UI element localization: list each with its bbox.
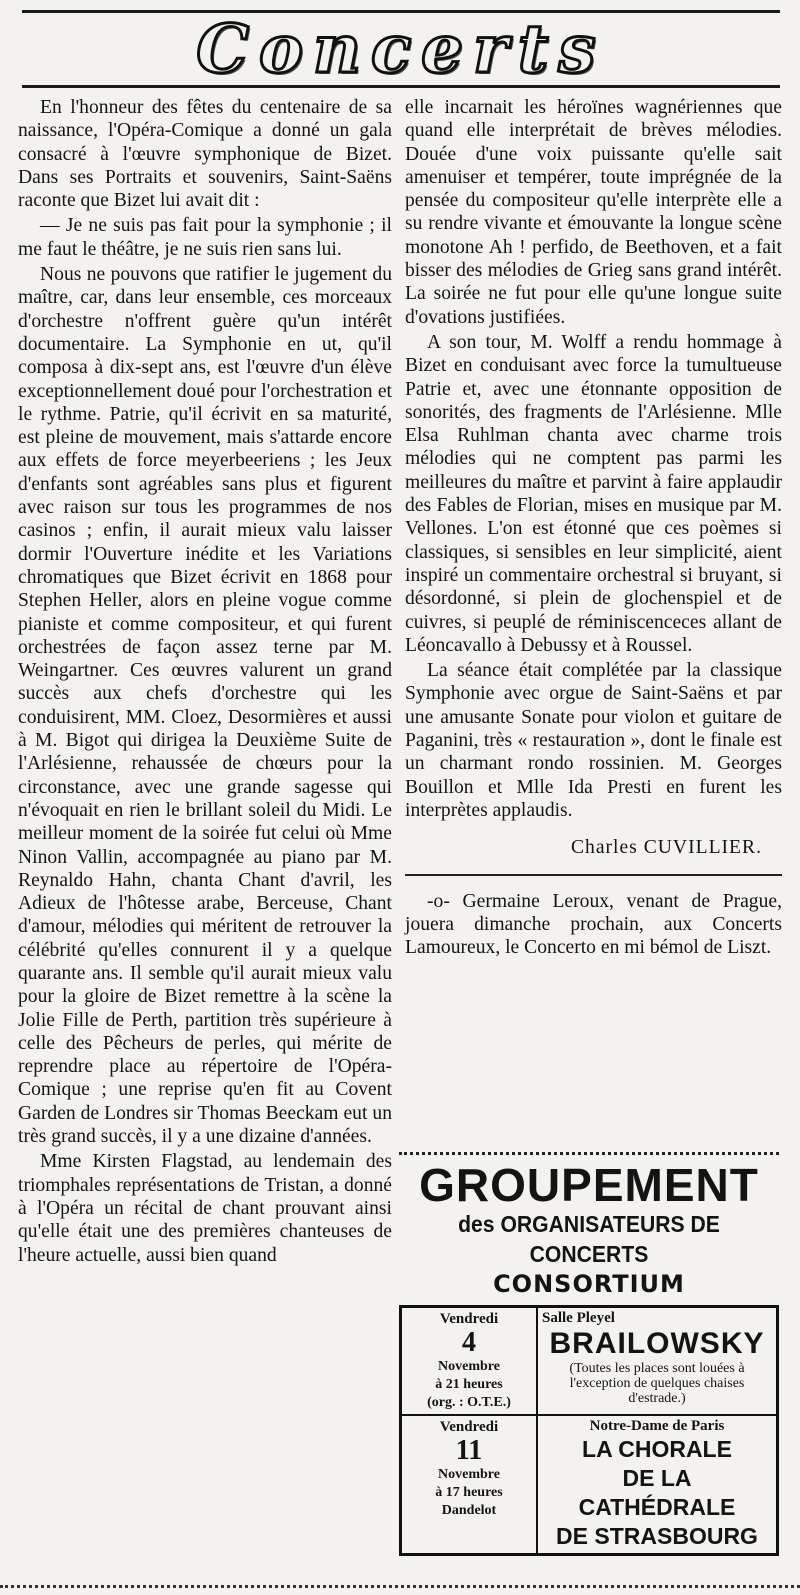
author-signature: Charles CUVILLIER.	[570, 837, 762, 859]
paragraph: La séance était complétée par la classique Symphonie avec orgue de Saint-Saëns et par une amusante Sonate pour violon et guitare de Paganini, très « restauration », dont le finale est un charmant rondo rossinien. M. Georges Bouillon et Mlle Ida Presti en furent les interprètes applaudis.	[405, 660, 782, 821]
event-venue: Notre-Dame de Paris	[589, 1418, 725, 1434]
event-note: (Toutes les places sont louées à l'exception de quelques chaises d'estrade.)	[569, 1361, 745, 1406]
advert-heading: GROUPEMENT	[419, 1159, 759, 1211]
paragraph: elle incarnait les héroïnes wagnériennes que quand elle interprétait de brèves mélodies. Douée d'une voix puissante qu'elle sait amenuiser et tempérer, toute imprégnée de la pensée du compositeur qu'elle interprète elle a su rendre vivante et émouvante la longue scène monotone Ah ! perfido, de Beethoven, et a fait bisser des mélodies de Grieg sans grand intérêt. La soirée ne fut pour elle qu'une longue suite d'ovations justifiées.	[405, 97, 782, 328]
consortium-advert	[399, 1152, 779, 1556]
concert-schedule	[399, 1305, 779, 1556]
paragraph: Mme Kirsten Flagstad, au lendemain des triomphales représentations de Tristan, a donné à l'Opéra un récital de chant prouvant ainsi qu'elle était une des premières chanteuses de l'heure actuelle, aussi bien quand	[18, 1151, 392, 1266]
concert-notice: -o- Germaine Leroux, venant de Prague, jouera dimanche prochain, aux Concerts Lamoureux, le Concerto en mi bémol de Liszt.	[405, 890, 782, 959]
event-date-2	[401, 1415, 537, 1554]
event-time: à 21 heures	[435, 1377, 503, 1392]
event-organizer: (org. : O.T.E.)	[427, 1395, 511, 1410]
page-border	[0, 1585, 800, 1588]
event-artist: BRAILOWSKY	[549, 1327, 765, 1360]
event-day: Vendredi	[439, 1419, 499, 1435]
event-artist-line: LA CHORALE	[582, 1436, 732, 1462]
event-artist-line: DE LA CATHÉDRALE	[578, 1465, 736, 1520]
event-date-number: 11	[455, 1435, 483, 1466]
event-details-2	[537, 1415, 777, 1554]
article-column-right	[405, 96, 782, 959]
event-date-1	[401, 1307, 537, 1415]
event-month: Novembre	[438, 1467, 500, 1482]
event-organizer: Dandelot	[441, 1503, 497, 1518]
event-time: à 17 heures	[435, 1485, 503, 1500]
masthead	[22, 10, 780, 88]
article-column-left	[18, 96, 392, 1267]
paragraph: En l'honneur des fêtes du centenaire de sa naissance, l'Opéra-Comique a donné un gala consacré à l'œuvre symphonique de Bizet. Dans ses Portraits et souvenirs, Saint-Saëns raconte que Bizet lui avait dit :	[18, 97, 392, 212]
advert-consortium: CONSORTIUM	[493, 1270, 685, 1298]
paragraph: Nous ne pouvons que ratifier le jugement du maître, car, dans leur ensemble, ces morceaux d'orchestre n'offrent guère qu'un intérêt documentaire. La Symphonie en ut, qu'il composa à dix-sept ans, est l'œuvre d'un élève exceptionnellement doué pour l'orchestration et le rythme. Patrie, qu'il écrivit en sa maturité, est pleine de mouvement, mais s'attarde encore aux effets de force meyerbeeriens ; les Jeux d'enfants sont agréables sans plus et figurent avec raison sur tous les programmes de nos casinos ; enfin, il aurait mieux valu laisser dormir l'Ouverture inédite et les Variations chromatiques que Bizet écrivit en 1868 pour Stephen Heller, alors en pleine vogue comme pianiste et comme compositeur, et qui furent orchestrées de façon assez terne par M. Weingartner. Ces œuvres valurent un grand succès aux chefs d'orchestre qui les conduisirent, MM. Cloez, Desormières et aussi à M. Bigot qui dirigea la Deuxième Suite de l'Arlésienne, rehaussée de chœurs pour la circonstance, avec une grande sagesse qui n'évoquait en rien le brillant soleil du Midi. Le meilleur moment de la soirée fut celui où Mme Ninon Vallin, accompagnée au piano par M. Reynaldo Hahn, chanta Chant d'avril, les Adieux de l'hôtesse arabe, Berceuse, Chant d'amour, mélodies qui méritent de retrouver la célébrité qu'elles connurent il y a quelque quarante ans. Il semble qu'il aurait mieux valu pour la gloire de Bizet remettre à la scène la Jolie Fille de Perth, partition très supérieure à celle des Pêcheurs de perles, qui mérite de reprendre place au répertoire de l'Opéra-Comique ; une reprise qu'en fit au Covent Garden de Londres sir Thomas Beeckam eut un très grand succès, il y a une dizaine d'années.	[18, 264, 392, 1148]
paragraph: A son tour, M. Wolff a rendu hommage à Bizet en conduisant avec force la tumultueuse Patrie et, avec une étonnante opposition de sonorités, des fragments de l'Arlésienne. Mlle Elsa Ruhlman chanta avec charme trois mélodies qui ne comptent pas parmi les meilleures du maître et parvint à faire applaudir des Fables de Florian, mises en musique par M. Vellones. L'on est étonné que ces poèmes si classiques, si sensibles en leur simplicité, aient inspiré un commentaire orchestral si bruyant, si désordonné, si plein de glochenspiel et de cuivres, si peuplé de réminiscenceces allant de Léoncavallo à Debussy et à Roussel.	[405, 331, 782, 656]
divider	[405, 874, 782, 876]
event-artist-line: DE STRASBOURG	[556, 1523, 758, 1549]
section-title: Concerts	[196, 10, 606, 88]
event-venue: Salle Pleyel	[542, 1310, 615, 1326]
event-date-number: 4	[462, 1327, 476, 1358]
event-month: Novembre	[438, 1359, 500, 1374]
advert-subheading: des ORGANISATEURS DE CONCERTS	[458, 1211, 720, 1267]
divider	[399, 1152, 779, 1155]
event-details-1	[537, 1307, 777, 1415]
paragraph: — Je ne suis pas fait pour la symphonie ; il me faut le théâtre, je ne suis rien sans lui.	[18, 215, 392, 260]
event-day: Vendredi	[439, 1311, 499, 1327]
